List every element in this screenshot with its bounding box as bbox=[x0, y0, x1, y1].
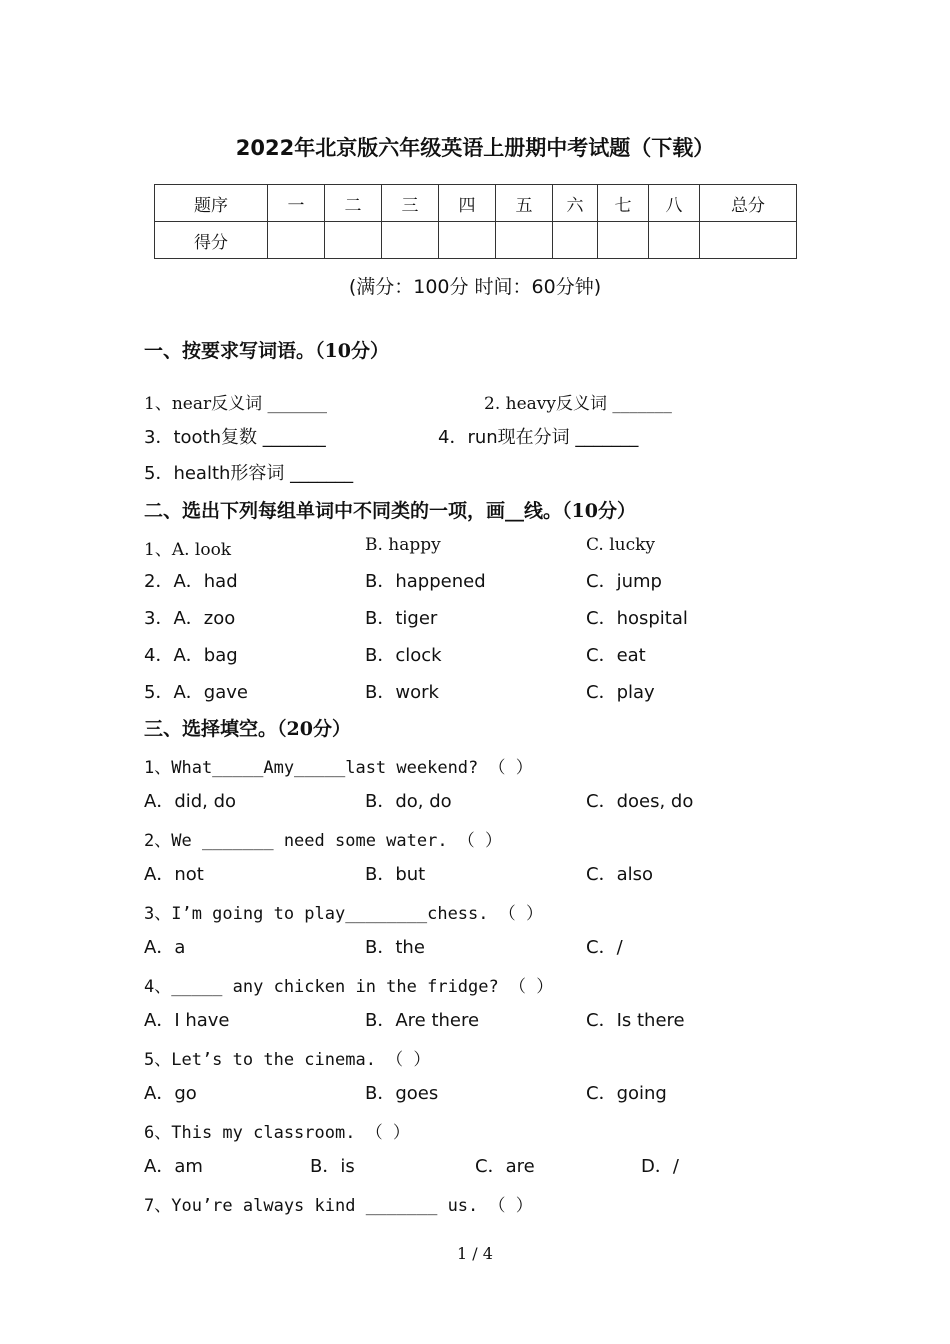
score-cell[interactable] bbox=[700, 222, 797, 259]
item-text: 4．run现在分词 bbox=[438, 427, 570, 448]
choice-option[interactable]: A．am bbox=[144, 1156, 203, 1177]
score-table-header-row bbox=[155, 185, 797, 222]
answer-blank[interactable]: _______ bbox=[267, 394, 327, 414]
section2-option-b[interactable]: B. happy bbox=[365, 535, 441, 555]
score-cell[interactable] bbox=[382, 222, 439, 259]
section2-option-b[interactable]: B．work bbox=[365, 682, 439, 703]
choice-option[interactable]: B．but bbox=[365, 864, 426, 885]
choice-option[interactable]: C．Is there bbox=[586, 1010, 685, 1031]
score-table-cell: 三 bbox=[382, 185, 439, 222]
question-text: 3、I’m going to play________chess. （ ） bbox=[144, 904, 543, 924]
choice-option[interactable]: A．a bbox=[144, 937, 186, 958]
choice-option[interactable]: C．does, do bbox=[586, 791, 694, 812]
score-table-cell: 四 bbox=[439, 185, 496, 222]
question-text: 2、We _______ need some water. （ ） bbox=[144, 831, 503, 851]
section3-heading: 三、选择填空。（20分） bbox=[144, 718, 351, 740]
section1-item bbox=[144, 423, 326, 449]
score-cell[interactable] bbox=[439, 222, 496, 259]
section2-option-a[interactable]: 5．A．gave bbox=[144, 682, 248, 703]
choice-option[interactable]: C．also bbox=[586, 864, 653, 885]
section2-option-c[interactable]: C．play bbox=[586, 682, 655, 703]
score-row-label: 得分 bbox=[155, 222, 268, 259]
score-cell[interactable] bbox=[598, 222, 649, 259]
section2-option-c[interactable]: C．jump bbox=[586, 571, 662, 592]
choice-option[interactable]: A．not bbox=[144, 864, 204, 885]
score-cell[interactable] bbox=[496, 222, 553, 259]
choice-option[interactable]: A．did, do bbox=[144, 791, 237, 812]
choice-option[interactable]: C．/ bbox=[586, 937, 623, 958]
page-title: 2022年北京版六年级英语上册期中考试题（下载） bbox=[235, 136, 715, 160]
section2-option-b[interactable]: B．tiger bbox=[365, 608, 438, 629]
choice-option[interactable]: B．is bbox=[310, 1156, 355, 1177]
choice-option[interactable]: A．I have bbox=[144, 1010, 230, 1031]
score-table-score-row bbox=[155, 222, 797, 259]
score-table-cell: 总分 bbox=[700, 185, 797, 222]
section2-option-c[interactable]: C. lucky bbox=[586, 535, 656, 555]
score-cell[interactable] bbox=[649, 222, 700, 259]
section2-option-a[interactable]: 2．A．had bbox=[144, 571, 238, 592]
score-table bbox=[154, 184, 797, 259]
score-table-cell: 八 bbox=[649, 185, 700, 222]
choice-option[interactable]: B．Are there bbox=[365, 1010, 480, 1031]
item-text: 3．tooth复数 bbox=[144, 427, 258, 448]
score-table-cell: 一 bbox=[268, 185, 325, 222]
question-text: 4、_____ any chicken in the fridge? （ ） bbox=[144, 977, 554, 997]
score-table-cell: 二 bbox=[325, 185, 382, 222]
score-table-cell: 七 bbox=[598, 185, 649, 222]
section2-option-b[interactable]: B．happened bbox=[365, 571, 486, 592]
answer-blank[interactable]: _______ bbox=[290, 463, 354, 484]
question-text: 6、This my classroom. （ ） bbox=[144, 1123, 410, 1143]
section2-option-c[interactable]: C．hospital bbox=[586, 608, 688, 629]
choice-option[interactable]: A．go bbox=[144, 1083, 197, 1104]
question-text: 7、You’re always kind _______ us. （ ） bbox=[144, 1196, 533, 1216]
score-table-cell: 六 bbox=[553, 185, 598, 222]
choice-option[interactable]: D．/ bbox=[641, 1156, 679, 1177]
section1-item bbox=[144, 389, 327, 414]
item-text: 2. heavy反义词 bbox=[484, 394, 607, 414]
section1-item bbox=[484, 389, 672, 414]
choice-option[interactable]: C．are bbox=[475, 1156, 535, 1177]
choice-option[interactable]: B．the bbox=[365, 937, 425, 958]
choice-option[interactable]: C．going bbox=[586, 1083, 667, 1104]
section2-option-c[interactable]: C．eat bbox=[586, 645, 646, 666]
section2-option-a[interactable]: 4．A．bag bbox=[144, 645, 238, 666]
section2-option-a[interactable]: 1、A. look bbox=[144, 540, 232, 560]
answer-blank[interactable]: _______ bbox=[612, 394, 672, 414]
item-text: 5．health形容词 bbox=[144, 463, 285, 484]
section1-item bbox=[144, 459, 353, 485]
choice-option[interactable]: B．goes bbox=[365, 1083, 439, 1104]
score-table-cell: 五 bbox=[496, 185, 553, 222]
score-cell[interactable] bbox=[325, 222, 382, 259]
score-cell[interactable] bbox=[268, 222, 325, 259]
question-text: 1、What_____Amy_____last weekend? （ ） bbox=[144, 758, 533, 778]
page-number: 1 / 4 bbox=[457, 1244, 493, 1263]
section2-option-b[interactable]: B．clock bbox=[365, 645, 442, 666]
exam-info: (满分：100分 时间：60分钟) bbox=[348, 276, 602, 298]
section1-heading: 一、按要求写词语。（10分） bbox=[144, 340, 389, 362]
question-text: 5、Let’s to the cinema. （ ） bbox=[144, 1050, 431, 1070]
score-cell[interactable] bbox=[553, 222, 598, 259]
section2-heading: 二、选出下列每组单词中不同类的一项，画__线。（10分） bbox=[144, 500, 636, 522]
answer-blank[interactable]: _______ bbox=[575, 427, 639, 448]
item-text: 1、near反义词 bbox=[144, 394, 263, 414]
score-table-cell: 题序 bbox=[155, 185, 268, 222]
answer-blank[interactable]: _______ bbox=[262, 427, 326, 448]
choice-option[interactable]: B．do, do bbox=[365, 791, 452, 812]
section1-item bbox=[438, 423, 638, 449]
section2-option-a[interactable]: 3．A．zoo bbox=[144, 608, 236, 629]
